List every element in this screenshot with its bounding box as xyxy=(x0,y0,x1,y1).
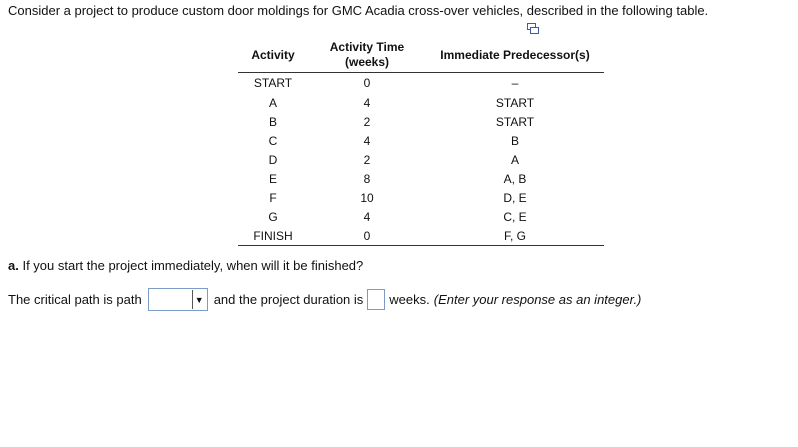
cell-activity: B xyxy=(268,114,277,129)
table-row xyxy=(238,226,604,246)
header-activity-time-line1: Activity Time xyxy=(329,40,405,54)
table-row xyxy=(238,150,604,169)
cell-activity: G xyxy=(268,209,278,224)
cell-activity: F xyxy=(269,190,277,205)
table-row xyxy=(238,93,604,112)
answer-instruction: (Enter your response as an integer.) xyxy=(433,292,642,307)
cell-activity: A xyxy=(268,95,277,110)
cell-predecessor: F, G xyxy=(426,226,604,246)
table-row xyxy=(238,131,604,150)
cell-time: 0 xyxy=(363,76,371,90)
cell-predecessor: A xyxy=(510,152,519,167)
question-text: If you start the project immediately, when will it be finished? xyxy=(18,258,364,273)
table-row xyxy=(238,207,604,226)
activity-table xyxy=(238,38,604,246)
table-header-row xyxy=(238,38,604,73)
cell-activity: E xyxy=(268,171,277,186)
table-row xyxy=(238,73,604,94)
question-a xyxy=(8,258,363,273)
cell-predecessor: C, E xyxy=(503,209,527,224)
header-activity-time-line2: (weeks) xyxy=(344,55,390,69)
cell-time: 4 xyxy=(363,133,371,148)
answer-row xyxy=(8,287,641,312)
answer-lead-text: The critical path is path xyxy=(8,292,142,307)
cell-activity: D xyxy=(268,152,278,167)
answer-units-text: weeks. xyxy=(389,292,430,307)
header-activity: Activity xyxy=(238,38,308,73)
header-predecessors: Immediate Predecessor(s) xyxy=(426,38,604,73)
cell-activity: START xyxy=(253,76,293,90)
answer-mid-text: and the project duration is xyxy=(213,292,364,307)
critical-path-dropdown[interactable] xyxy=(148,288,208,311)
question-label: a. xyxy=(8,258,19,273)
copy-table-icon[interactable] xyxy=(527,23,539,34)
cell-predecessor: A, B xyxy=(503,171,527,186)
cell-time: 0 xyxy=(308,226,426,246)
problem-prompt: Consider a project to produce custom door moldings for GMC Acadia cross-over vehicles, described in the following table. xyxy=(8,3,709,18)
cell-predecessor: – xyxy=(511,76,519,90)
cell-time: 4 xyxy=(363,95,371,110)
cell-time: 10 xyxy=(360,190,374,205)
cell-predecessor: D, E xyxy=(503,190,527,205)
cell-time: 4 xyxy=(363,209,371,224)
cell-predecessor: B xyxy=(510,133,519,148)
table-row xyxy=(238,188,604,207)
header-activity-time xyxy=(308,38,426,73)
cell-time: 8 xyxy=(363,171,371,186)
cell-activity: FINISH xyxy=(238,226,308,246)
cell-time: 2 xyxy=(363,152,371,167)
table-row xyxy=(238,112,604,131)
cell-time: 2 xyxy=(363,114,371,129)
cell-predecessor: START xyxy=(495,114,535,129)
cell-predecessor: START xyxy=(495,95,535,110)
dropdown-arrow-icon[interactable]: ▼ xyxy=(192,290,206,309)
project-duration-input[interactable] xyxy=(367,289,385,310)
table-row xyxy=(238,169,604,188)
cell-activity: C xyxy=(268,133,278,148)
